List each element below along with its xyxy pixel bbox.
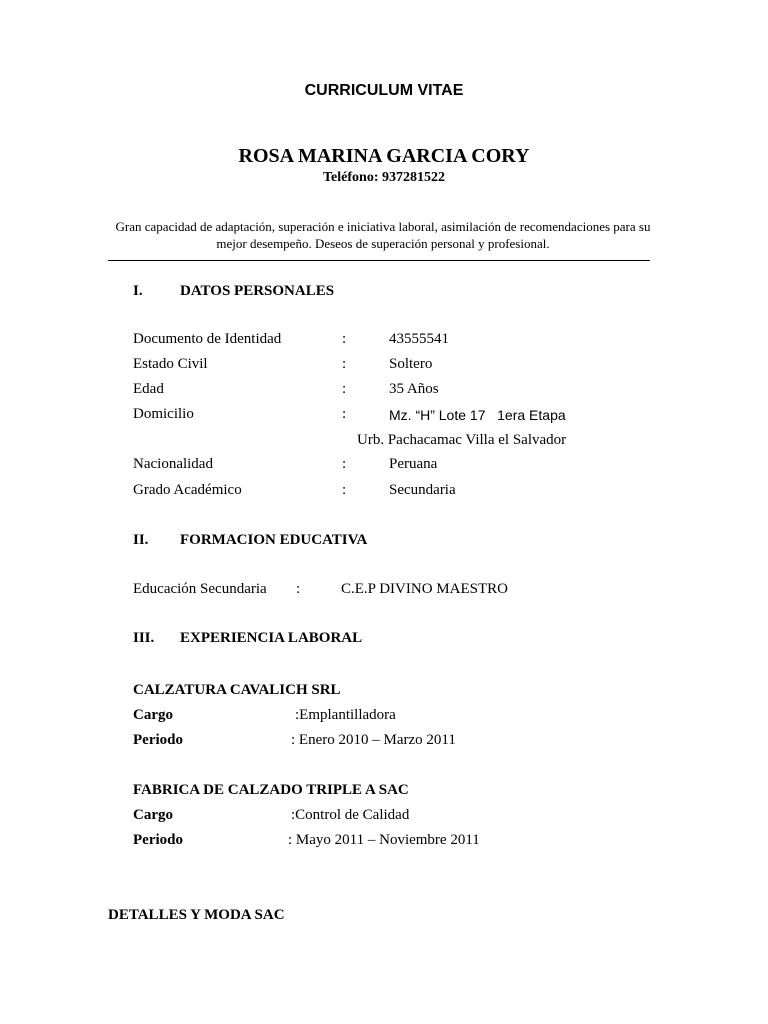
candidate-name: ROSA MARINA GARCIA CORY	[238, 145, 530, 167]
job-cargo-value: :Emplantilladora	[295, 707, 396, 723]
education-label: Educación Secundaria	[133, 581, 267, 597]
personal-colon: :	[342, 331, 347, 347]
job-periodo-label: Periodo	[133, 832, 183, 848]
personal-value-civil-status: Soltero	[389, 356, 433, 372]
section-number-experience: III.	[133, 630, 155, 646]
personal-label-education-level: Grado Académico	[133, 482, 242, 498]
education-school: C.E.P DIVINO MAESTRO	[341, 581, 508, 597]
profile-summary: Gran capacidad de adaptación, superación e iniciativa laboral, asimilación de recomendaciones para su mejor desempeño. Deseos de superación personal y profesional.	[115, 219, 651, 251]
personal-value-age: 35 Años	[389, 381, 439, 397]
job-cargo-label: Cargo	[133, 807, 173, 823]
personal-colon: :	[342, 406, 347, 422]
personal-value-address-line2: Urb. Pachacamac Villa el Salvador	[357, 432, 567, 448]
personal-value-education-level: Secundaria	[389, 482, 456, 498]
personal-colon: :	[342, 456, 347, 472]
section-title-experience: EXPERIENCIA LABORAL	[180, 630, 363, 646]
job-company: CALZATURA CAVALICH SRL	[133, 682, 341, 698]
job-periodo-label: Periodo	[133, 732, 183, 748]
personal-colon: :	[342, 482, 347, 498]
personal-label-nationality: Nacionalidad	[133, 456, 213, 472]
personal-value-nationality: Peruana	[389, 456, 438, 472]
personal-value-address: Mz. “H” Lote 17 1era Etapa	[389, 407, 566, 423]
personal-value-dni: 43555541	[389, 331, 449, 347]
section-title-education: FORMACION EDUCATIVA	[180, 532, 368, 548]
document-title: CURRICULUM VITAE	[304, 82, 464, 99]
phone-number: Teléfono: 937281522	[323, 170, 445, 185]
divider-line	[108, 260, 650, 261]
job-company: FABRICA DE CALZADO TRIPLE A SAC	[133, 782, 409, 798]
personal-label-age: Edad	[133, 381, 164, 397]
section-title-personal: DATOS PERSONALES	[180, 283, 335, 299]
job-cargo-label: Cargo	[133, 707, 173, 723]
job-cargo-value: :Control de Calidad	[291, 807, 410, 823]
section-number-education: II.	[133, 532, 149, 548]
job-periodo-value: : Enero 2010 – Marzo 2011	[291, 732, 456, 748]
personal-colon: :	[342, 356, 347, 372]
job-periodo-value: : Mayo 2011 – Noviembre 2011	[288, 832, 480, 848]
personal-colon: :	[342, 381, 347, 397]
section-number-personal: I.	[133, 283, 143, 299]
personal-label-civil-status: Estado Civil	[133, 356, 208, 372]
education-colon: :	[296, 581, 301, 597]
personal-label-address: Domicilio	[133, 406, 194, 422]
job-company-last: DETALLES Y MODA SAC	[108, 907, 285, 923]
personal-label-dni: Documento de Identidad	[133, 331, 282, 347]
